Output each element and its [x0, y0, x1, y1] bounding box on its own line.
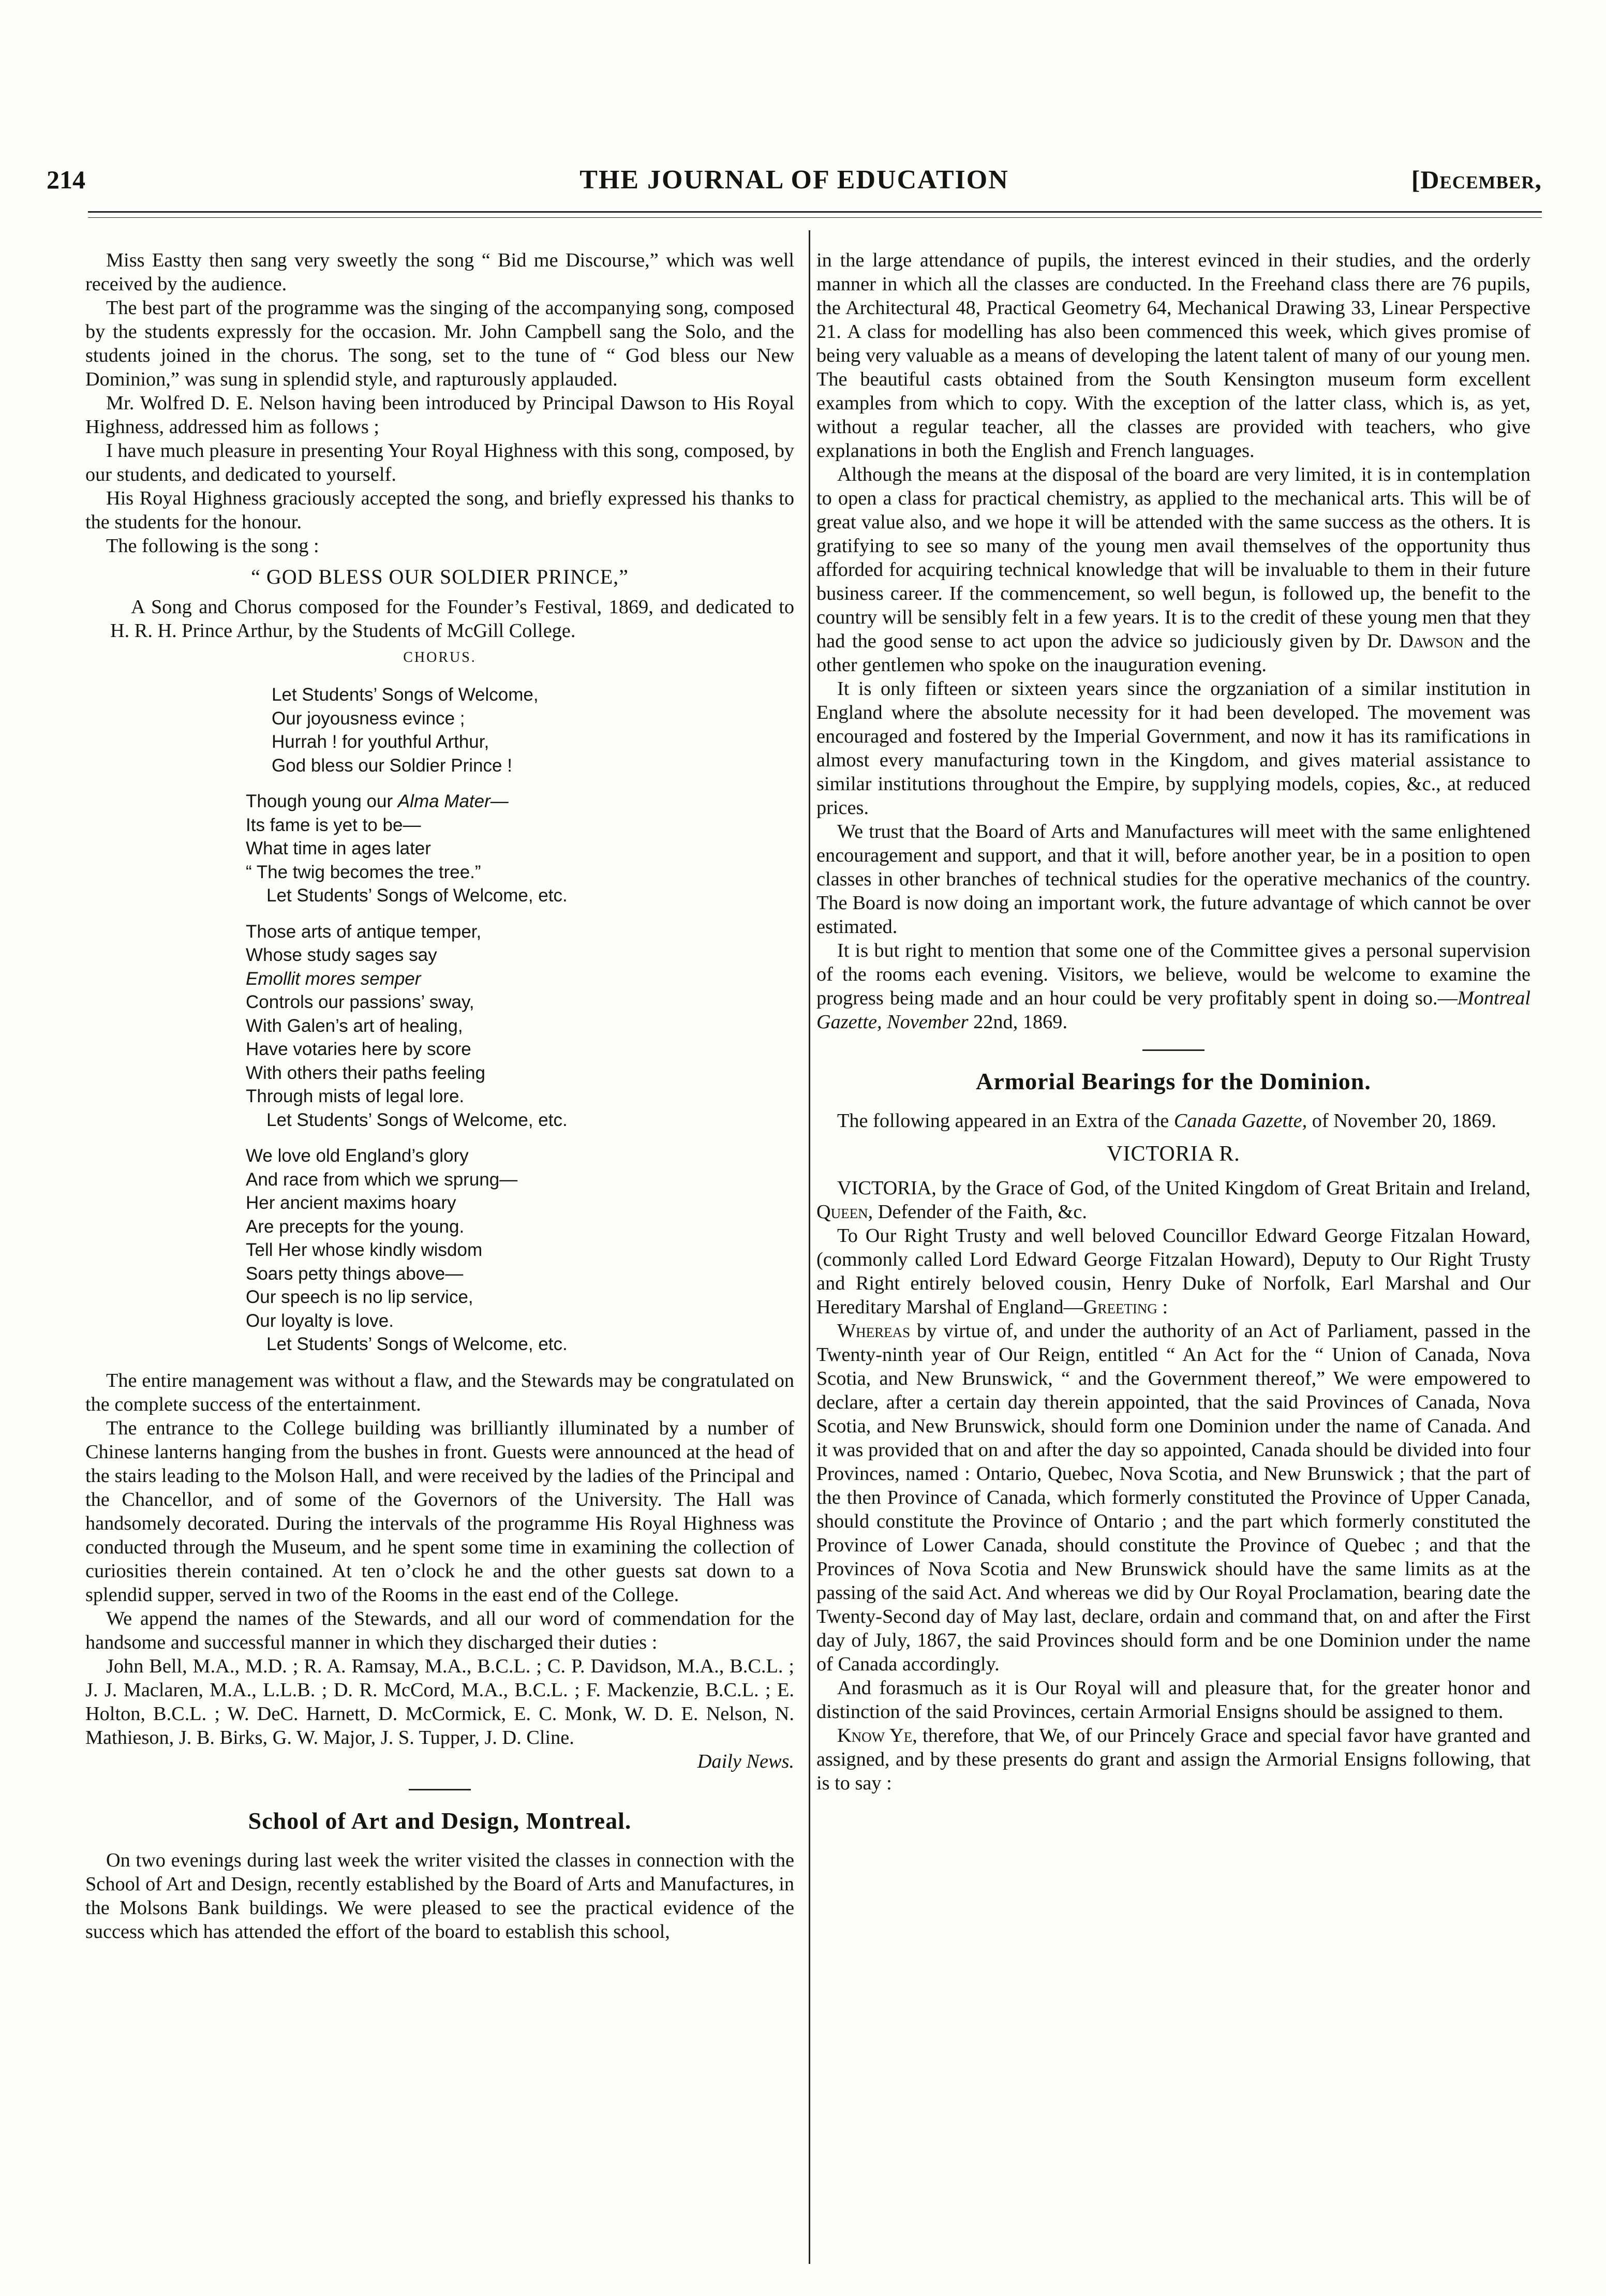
page-header [47, 165, 1542, 201]
song-title: “ GOD BLESS OUR SOLDIER PRINCE,” [251, 565, 629, 588]
verse-line: “ The twig becomes the tree.” [246, 862, 481, 882]
stanza-1 [246, 790, 794, 908]
paragraph: Mr. Wolfred D. E. Nelson having been introduced by Principal Dawson to His Royal Highness, addressed him as follows ; [85, 392, 794, 438]
paragraph [816, 1176, 1530, 1224]
left-column [85, 248, 794, 1944]
small-caps-text: Know Ye [837, 1725, 913, 1746]
verse-line: Tell Her whose kindly wisdom [246, 1240, 483, 1260]
paragraph [816, 1109, 1530, 1133]
paragraph-text: of November 20, 1869. [1307, 1110, 1497, 1132]
verse-line: Let Students’ Songs of Welcome, [272, 685, 539, 705]
source-italic: Canada Gazette, [1173, 1110, 1307, 1132]
paragraph-text: 22nd, 1869. [968, 1011, 1068, 1033]
verse-line: Hurrah ! for youthful Arthur, [272, 732, 489, 752]
paragraph: I have much pleasure in presenting Your Royal Highness with this song, composed, by our students, and dedicated to yourself. [85, 440, 794, 485]
stanza-2 [246, 920, 794, 1132]
page-number: 214 [47, 165, 85, 194]
paragraph-text: The following appeared in an Extra of the [837, 1110, 1174, 1132]
verse-line: With others their paths feeling [246, 1062, 486, 1083]
paragraph-text: Although the means at the disposal of the board are very limited, it is in contemplation to open a class for practical chemistry, as applied to the mechanical arts. This will be of great value also, and we hope it will be attended with the same success as the others. It is gratifying to see so many of the young men avail themselves of the opportunity thus afforded for acquiring technical knowledge that will be invaluable to them in their future business career. If the commencement, so well begun, is followed up, the benefit to the country will be sensibly felt in a few years. It is to the credit of these young men that they had the good sense to act upon the advice so judiciously given by Dr. [816, 464, 1530, 652]
verse-line: Our joyousness evince ; [272, 708, 465, 729]
paragraph: And forasmuch as it is Our Royal will and pleasure that, for the greater honor and distinction of the said Provinces, certain Armorial Ensigns should be assigned to them. [816, 1677, 1530, 1723]
paragraph-text: To Our Right Trusty and well beloved Councillor Edward George Fitzalan Howard, (commonly called Lord Edward George Fitzalan Howard), Deputy to Our Right Trusty and Right entirely beloved cousin, Henry Duke of Norfolk, Earl Marshal and Our Hereditary Marshal of England— [816, 1225, 1530, 1318]
stanza-3 [246, 1144, 794, 1356]
paragraph-text: , therefore, that We, of our Princely Grace and special favor have granted and assigned, and by these presents do grant and assign the Armorial Ensigns following, that is to say : [816, 1725, 1530, 1794]
paragraph: It is only fifteen or sixteen years since the orgzaniation of a similar institution in England where the absolute necessity for it had been developed. The movement was encouraged and fostered by the Imperial Government, and now it has its ramifications in almost every manufacturing town in the Kingdom, and gives material assistance to similar institutions throughout the Empire, by supplying models, copies, &c., at reduced prices. [816, 678, 1530, 819]
paragraph: The following is the song : [106, 535, 319, 557]
header-rule-thin [88, 217, 1542, 218]
refrain-line: Let Students’ Songs of Welcome, etc. [266, 1109, 568, 1130]
paragraph-text: and the other gentlemen who spoke on the inauguration evening. [816, 630, 1530, 676]
paragraph: in the large attendance of pupils, the interest evinced in their studies, and the orderly manner in which all the classes are conducted. In the Freehand class there are 76 pupils, the Architectural 48, Practical Geometry 64, Mechanical Drawing 33, Linear Perspective 21. A class for modelling has also been commenced this week, which gives promise of being very valuable as a means of developing the latent talent of many of our young men. The beautiful casts obtained from the South Kensington museum form excellent examples from which to copy. With the exception of the latter class, which is, as yet, without a regular teacher, all the classes are provided with teachers, who give explanations in both the English and French languages. [816, 249, 1530, 462]
journal-title: THE JOURNAL OF EDUCATION [579, 165, 1009, 195]
header-rule-thick [88, 211, 1542, 213]
verse-line: God bless our Soldier Prince ! [272, 755, 512, 776]
section-heading: Armorial Bearings for the Dominion. [976, 1068, 1371, 1094]
verse-line: Whose study sages say [246, 945, 437, 965]
chorus-stanza [272, 683, 794, 777]
paragraph-text: , Defender of the Faith, &c. [868, 1201, 1087, 1223]
paragraph-text: VICTORIA, by the Grace of God, of the United Kingdom of Great Britain and Ireland, [837, 1177, 1530, 1199]
paragraph: We trust that the Board of Arts and Manufactures will meet with the same enlightened encouragement and support, and that it will, before another year, be in a position to open classes in other branches of technical studies for the operative mechanics of the country. The Board is now doing an important work, the future advantage of which cannot be over estimated. [816, 821, 1530, 938]
refrain-line: Let Students’ Songs of Welcome, etc. [266, 1334, 568, 1354]
song-subtitle: A Song and Chorus composed for the Founder’s Festival, 1869, and dedicated to H. R. H. Prince Arthur, by the Students of McGill College. [110, 596, 794, 642]
source-signature: Daily News. [697, 1750, 794, 1772]
paragraph [816, 1224, 1530, 1319]
paragraph-text: : [1157, 1296, 1168, 1318]
person-name: Dawson [1399, 630, 1464, 652]
verse-italic: Alma Mater— [397, 791, 509, 811]
column-divider [809, 230, 810, 2264]
paragraph-text: It is but right to mention that some one of the Committee gives a personal supervision of the rooms each evening. Visitors, we believe, would be welcome to examine the progress being made and an hour could be very profitably spent in doing so.— [816, 940, 1530, 1009]
right-column [816, 248, 1530, 1795]
verse-line: We love old England’s glory [246, 1146, 469, 1166]
paragraph: The entrance to the College building was brilliantly illuminated by a number of Chinese lanterns hanging from the bushes in front. Guests were announced at the head of the stairs leading to the Molson Hall, and were received by the ladies of the Principal and the Chancellor, and of some of the Governors of the University. The Hall was handsomely decorated. During the intervals of the programme His Royal Highness was conducted through the Museum, and he spent some time in examining the collection of curiosities therein contained. At ten o’clock he and the other guests sat down to a splendid supper, served in two of the Rooms in the east end of the College. [85, 1417, 794, 1606]
verse-line: Have votaries here by score [246, 1039, 471, 1059]
source-italic: Montreal Gazette, November [816, 987, 1530, 1033]
paragraph: On two evenings during last week the writer visited the classes in connection with the School of Art and Design, recently established by the Board of Arts and Manufactures, in the Molsons Bank buildings. We were pleased to see the practical evidence of the success which has attended the effort of the board to establish this school, [85, 1849, 794, 1943]
paragraph: His Royal Highness graciously accepted the song, and briefly expressed his thanks to the students for the honour. [85, 487, 794, 533]
verse-line: Soars petty things above— [246, 1263, 464, 1284]
section-separator [1142, 1049, 1205, 1051]
paragraph [816, 1724, 1530, 1795]
verse-line: Its fame is yet to be— [246, 814, 421, 835]
verse-line: Her ancient maxims hoary [246, 1193, 456, 1213]
proclamation-heading: VICTORIA R. [1107, 1142, 1240, 1166]
section-heading: School of Art and Design, Montreal. [248, 1807, 632, 1834]
verse-line: And race from which we sprung— [246, 1169, 518, 1190]
paragraph [816, 939, 1530, 1034]
verse-line [246, 790, 794, 813]
verse-line: Through mists of legal lore. [246, 1086, 465, 1106]
verse-line: Are precepts for the young. [246, 1216, 465, 1237]
paragraph-text: by virtue of, and under the authority of an Act of Parliament, passed in the Twenty-ninth year of Our Reign, entitled “ An Act for the “ Union of Canada, Nova Scotia, and New Brunswick, “ and the Government thereof,” We were empowered to declare, after a certain day therein appointed, that the said Provinces of Canada, Nova Scotia, and New Brunswick, should form one Dominion under the name of Canada. And it was provided that on and after the day so appointed, Canada should be divided into four Provinces, named : Ontario, Quebec, Nova Scotia, and New Brunswick ; that the part of the then Province of Canada, which formerly constituted the Province of Upper Canada, should constitute the Province of Ontario ; and the part which formerly constituted the Province of Lower Canada, should constitute the Province of Quebec ; and that the Provinces of Nova Scotia and New Brunswick should have the same limits as at the passing of the said Act. And whereas we did by Our Royal Proclamation, bearing date the Twenty-Second day of May last, declare, ordain and command that, on and after the First day of July, 1867, the said Provinces should form and be one Dominion under the name of Canada accordingly. [816, 1320, 1530, 1675]
verse-text: Though young our [246, 791, 398, 811]
verse-line: Our loyalty is love. [246, 1310, 394, 1331]
paragraph [816, 463, 1530, 677]
paragraph [816, 1319, 1530, 1676]
small-caps-text: Queen [816, 1201, 868, 1223]
verse-italic: Emollit mores semper [246, 968, 421, 989]
stewards-list: John Bell, M.A., M.D. ; R. A. Ramsay, M.A., B.C.L. ; C. P. Davidson, M.A., B.C.L. ; J. J. Maclaren, M.A., L.L.B. ; D. R. McCord, M.A., B.C.L. ; F. Mackenzie, B.C.L. ; E. Holton, B.C.L. ; W. DeC. Harnett, D. McCormick, E. C. Monk, W. D. E. Nelson, N. Mathieson, J. B. Birks, G. W. Major, J. S. Tupper, J. D. Cline. [85, 1655, 794, 1749]
small-caps-text: Greeting [1083, 1296, 1157, 1318]
paragraph: The entire management was without a flaw, and the Stewards may be congratulated on the complete success of the entertainment. [85, 1369, 794, 1415]
chorus-label: CHORUS. [403, 649, 477, 665]
verse-line: Controls our passions’ sway, [246, 992, 474, 1012]
paragraph: Miss Eastty then sang very sweetly the song “ Bid me Discourse,” which was well received by the audience. [85, 249, 794, 295]
verse-line: Our speech is no lip service, [246, 1287, 473, 1307]
verse-line [246, 967, 794, 991]
paragraph: The best part of the programme was the singing of the accompanying song, composed by the students expressly for the occasion. Mr. John Campbell sang the Solo, and the students joined in the chorus. The song, set to the tune of “ God bless our New Dominion,” was sung in splendid style, and rapturously applauded. [85, 297, 794, 390]
issue-month: [December, [1411, 165, 1542, 194]
verse-line: What time in ages later [246, 838, 431, 858]
small-caps-text: Whereas [837, 1320, 911, 1342]
refrain-line: Let Students’ Songs of Welcome, etc. [266, 885, 568, 906]
verse-line: Those arts of antique temper, [246, 921, 482, 942]
verse-line: With Galen’s art of healing, [246, 1015, 463, 1036]
paragraph: We append the names of the Stewards, and all our word of commendation for the handsome and successful manner in which they discharged their duties : [85, 1607, 794, 1653]
section-separator [409, 1789, 471, 1790]
